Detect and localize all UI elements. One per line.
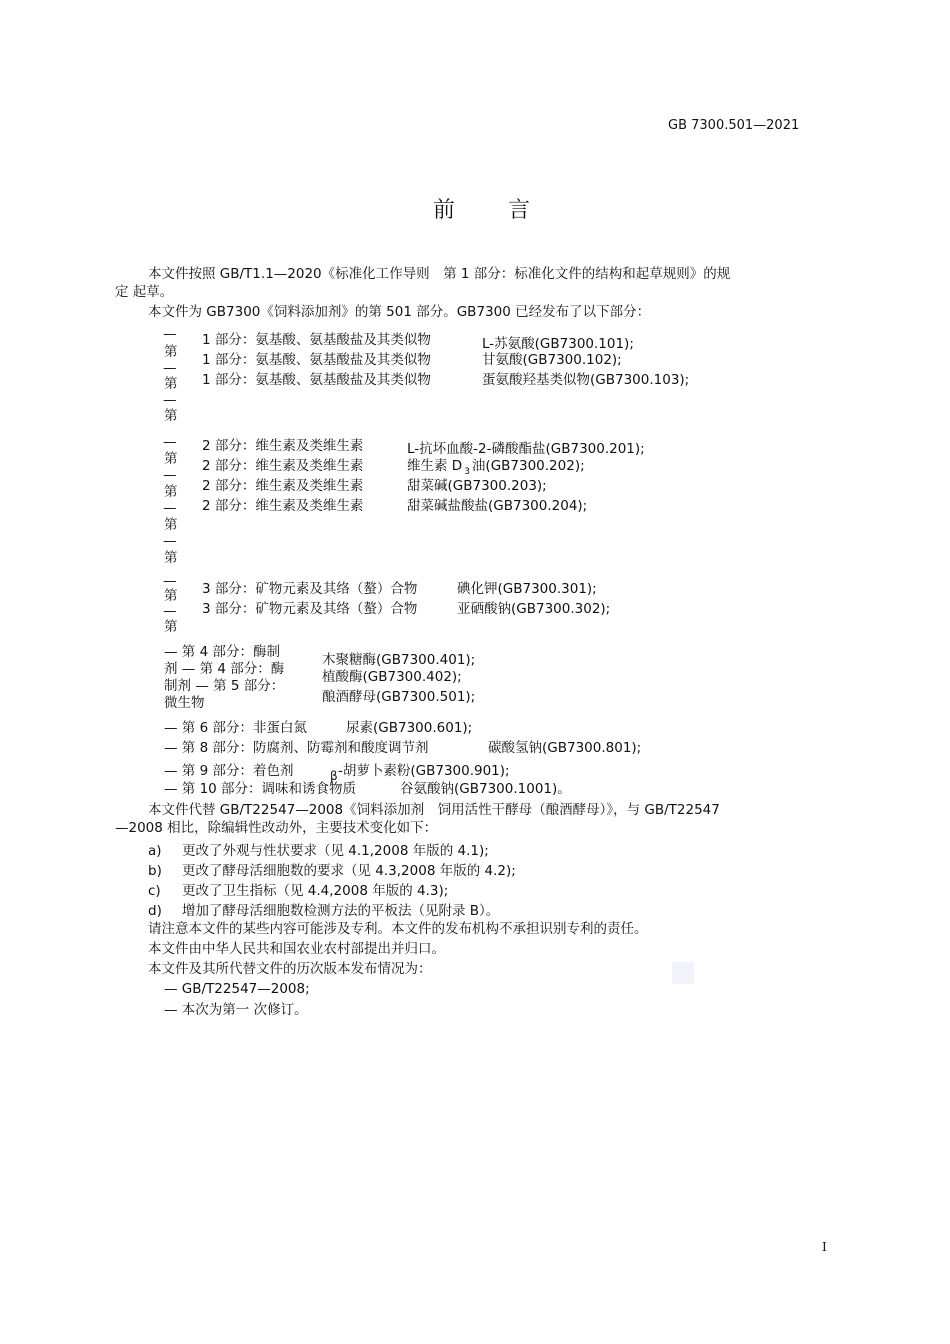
part1-category: 1 部分：氨基酸、氨基酸盐及其类似物: [202, 332, 431, 348]
intro-line-1: 本文件按照 GB/T1.1—2020《标准化工作导则 第 1 部分：标准化文件的结构和起草规则》的规: [148, 266, 731, 282]
part3-category: 3 部分：矿物元素及其络（螯）合物: [202, 581, 418, 597]
part2-category: 2 部分：维生素及类维生素: [202, 438, 364, 454]
change-mark: d): [148, 903, 162, 919]
part3-item: 亚硒酸钠(GB7300.302);: [457, 601, 611, 617]
part45-item: 木聚糖酶(GB7300.401);: [322, 652, 476, 668]
dash: —: [163, 467, 177, 483]
change-text: 更改了酵母活细胞数的要求（见 4.3,2008 年版的 4.2);: [182, 863, 516, 879]
part1-item: 蛋氨酸羟基类似物(GB7300.103);: [482, 372, 690, 388]
standard-number: GB 7300.501—2021: [668, 118, 800, 133]
replace-line-1: 本文件代替 GB/T22547—2008《饲料添加剂 饲用活性干酵母（酿酒酵母）》，与 GB/T22547: [148, 802, 720, 818]
dash: —: [163, 573, 177, 589]
part2-item: 甜菜碱(GB7300.203);: [407, 478, 547, 494]
change-mark: b): [148, 863, 162, 879]
vitd3-label: 维生素 D: [407, 458, 463, 474]
di-char: 第: [164, 344, 178, 360]
di-char: 第: [164, 408, 178, 424]
di-char: 第: [164, 619, 178, 635]
part2-item: L-抗坏血酸-2-磷酸酯盐(GB7300.201);: [407, 441, 645, 457]
part2-category: 2 部分：维生素及类维生素: [202, 478, 364, 494]
dash: —: [163, 434, 177, 450]
part1-category: 1 部分：氨基酸、氨基酸盐及其类似物: [202, 372, 431, 388]
di-char: 第: [164, 484, 178, 500]
highlight-mark: [672, 962, 694, 984]
change-text: 更改了卫生指标（见 4.4,2008 年版的 4.3);: [182, 883, 449, 899]
replace-line-2: —2008 相比，除编辑性改动外，主要技术变化如下：: [115, 820, 438, 836]
dash: —: [163, 360, 177, 376]
change-text: 增加了酵母活细胞数检测方法的平板法（见附录 B）。: [182, 903, 500, 919]
patent-note: 请注意本文件的某些内容可能涉及专利。本文件的发布机构不承担识别专利的责任。: [148, 921, 648, 937]
part1-item: 甘氨酸(GB7300.102);: [482, 352, 622, 368]
part45-line-4: 微生物: [164, 695, 205, 711]
dash: —: [163, 326, 177, 342]
part2-category: 2 部分：维生素及类维生素: [202, 458, 364, 474]
proposer-note: 本文件由中华人民共和国农业农村部提出并归口。: [148, 941, 445, 957]
page-number: I: [822, 1240, 827, 1254]
intro-line-2: 定 起草。: [115, 284, 174, 300]
part2-item: 甜菜碱盐酸盐(GB7300.204);: [407, 498, 588, 514]
part45-item: 植酸酶(GB7300.402);: [322, 669, 462, 685]
change-mark: a): [148, 843, 162, 859]
part45-item: 酿酒酵母(GB7300.501);: [322, 689, 476, 705]
part45-line-2: 剂 — 第 4 部分：酶: [164, 661, 285, 677]
dash: —: [163, 392, 177, 408]
part8-category: — 第 8 部分：防腐剂、防霉剂和酸度调节剂: [164, 740, 429, 756]
part2-item-vitd3: [407, 457, 585, 477]
part6-item: 尿素(GB7300.601);: [346, 720, 473, 736]
part2-category: 2 部分：维生素及类维生素: [202, 498, 364, 514]
history-item: — 本次为第一 次修订。: [164, 1002, 308, 1018]
part9-category: — 第 9 部分：着色剂: [164, 763, 294, 779]
dash: —: [163, 533, 177, 549]
vitd3-code: 油(GB7300.202);: [471, 458, 585, 474]
dash: —: [163, 500, 177, 516]
part10-category: — 第 10 部分：调味和诱食物质: [164, 781, 357, 797]
change-text: 更改了外观与性状要求（见 4.1,2008 年版的 4.1);: [182, 843, 489, 859]
part1-item: L-苏氨酸(GB7300.101);: [482, 336, 634, 352]
di-char: 第: [164, 451, 178, 467]
di-char: 第: [164, 517, 178, 533]
beta-symbol: β: [330, 769, 338, 783]
intro-line-3: 本文件为 GB7300《饲料添加剂》的第 501 部分。GB7300 已经发布了以下部分：: [148, 304, 651, 320]
history-item: — GB/T22547—2008;: [164, 981, 310, 997]
part8-item: 碳酸氢钠(GB7300.801);: [488, 740, 642, 756]
part3-category: 3 部分：矿物元素及其络（螯）合物: [202, 601, 418, 617]
part1-category: 1 部分：氨基酸、氨基酸盐及其类似物: [202, 352, 431, 368]
part45-line-3: 制剂 — 第 5 部分：: [164, 678, 285, 694]
di-char: 第: [164, 376, 178, 392]
part10-item: 谷氨酸钠(GB7300.1001)。: [400, 781, 571, 797]
title-char-right: 言: [508, 198, 533, 223]
change-mark: c): [148, 883, 161, 899]
di-char: 第: [164, 588, 178, 604]
d3-subscript: 3: [464, 467, 470, 477]
part9-item: -胡萝卜素粉(GB7300.901);: [338, 763, 510, 779]
part45-line-1: — 第 4 部分：酶制: [164, 644, 280, 660]
part3-item: 碘化钾(GB7300.301);: [457, 581, 597, 597]
dash: —: [163, 603, 177, 619]
title-char-left: 前: [433, 198, 458, 223]
di-char: 第: [164, 550, 178, 566]
part6-category: — 第 6 部分：非蛋白氮: [164, 720, 307, 736]
history-intro: 本文件及其所代替文件的历次版本发布情况为：: [148, 961, 432, 977]
